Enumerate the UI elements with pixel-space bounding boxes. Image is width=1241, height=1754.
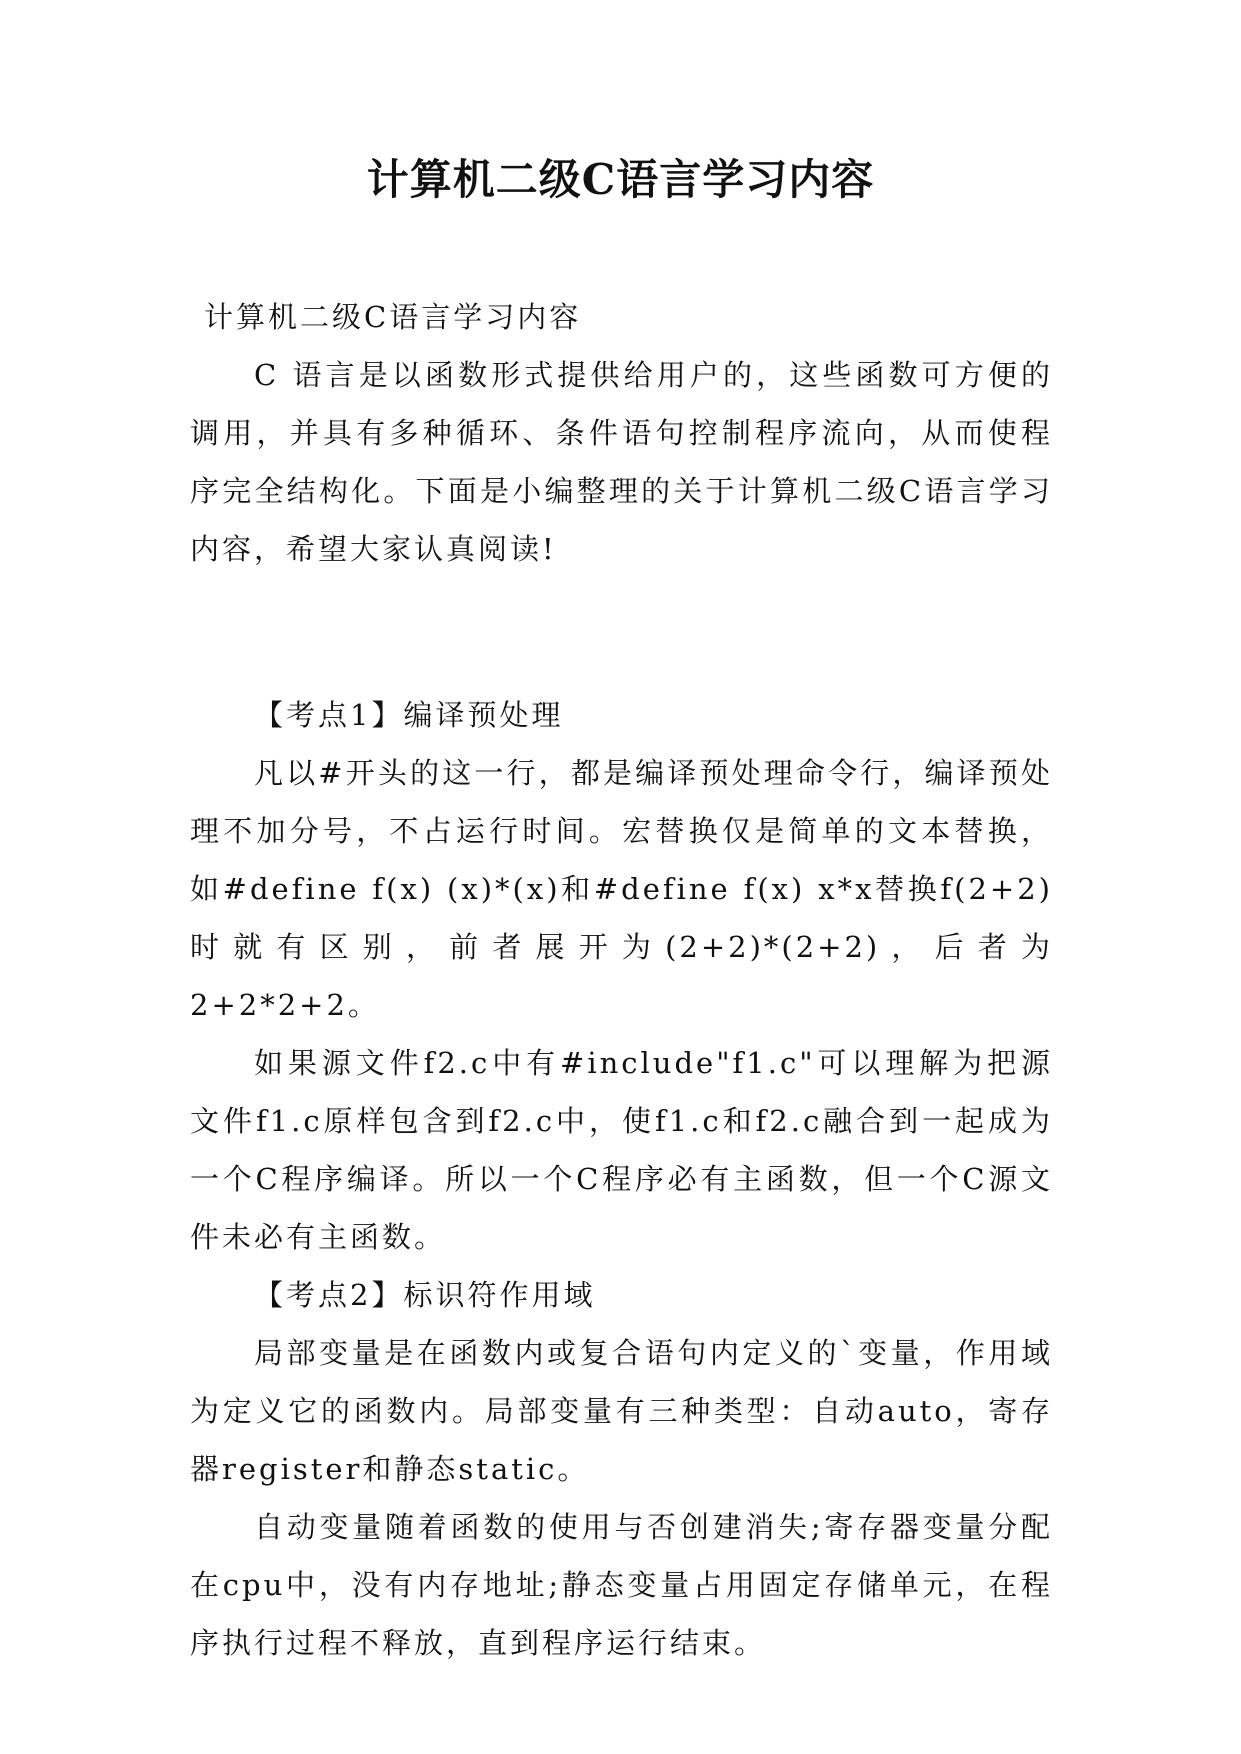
- section-heading-1: 【考点1】编译预处理: [254, 698, 564, 732]
- document-subtitle: 计算机二级C语言学习内容: [204, 300, 582, 334]
- section-spacer: [190, 578, 1053, 686]
- intro-paragraph: C 语言是以函数形式提供给用户的，这些函数可方便的调用，并具有多种循环、条件语句控制程序流向，从而使程序完全结构化。下面是小编整理的关于计算机二级C语言学习内容，希望大家认真阅读!: [190, 358, 1053, 566]
- section-1-paragraph-1: 凡以#开头的这一行，都是编译预处理命令行，编译预处理不加分号，不占运行时间。宏替换仅是简单的文本替换，如#define f(x) (x)*(x)和#define f(x) x*x替换f(2+2)时就有区别，前者展开为(2+2)*(2+2)，后者为2+2*2+2。: [190, 756, 1053, 1022]
- section-2-paragraph-1: 局部变量是在函数内或复合语句内定义的`变量，作用域为定义它的函数内。局部变量有三种类型：自动auto，寄存器register和静态static。: [190, 1336, 1053, 1486]
- document-body: [190, 288, 1053, 1672]
- section-1-paragraph-2: 如果源文件f2.c中有#include"f1.c"可以理解为把源文件f1.c原样包含到f2.c中，使f1.c和f2.c融合到一起成为一个C程序编译。所以一个C程序必有主函数，但一个C源文件未必有主函数。: [190, 1046, 1053, 1254]
- page-title: 计算机二级C语言学习内容: [366, 155, 875, 204]
- section-heading-2: 【考点2】标识符作用域: [254, 1278, 596, 1312]
- section-2-paragraph-2: 自动变量随着函数的使用与否创建消失;寄存器变量分配在cpu中，没有内存地址;静态变量占用固定存储单元，在程序执行过程不释放，直到程序运行结束。: [190, 1510, 1053, 1660]
